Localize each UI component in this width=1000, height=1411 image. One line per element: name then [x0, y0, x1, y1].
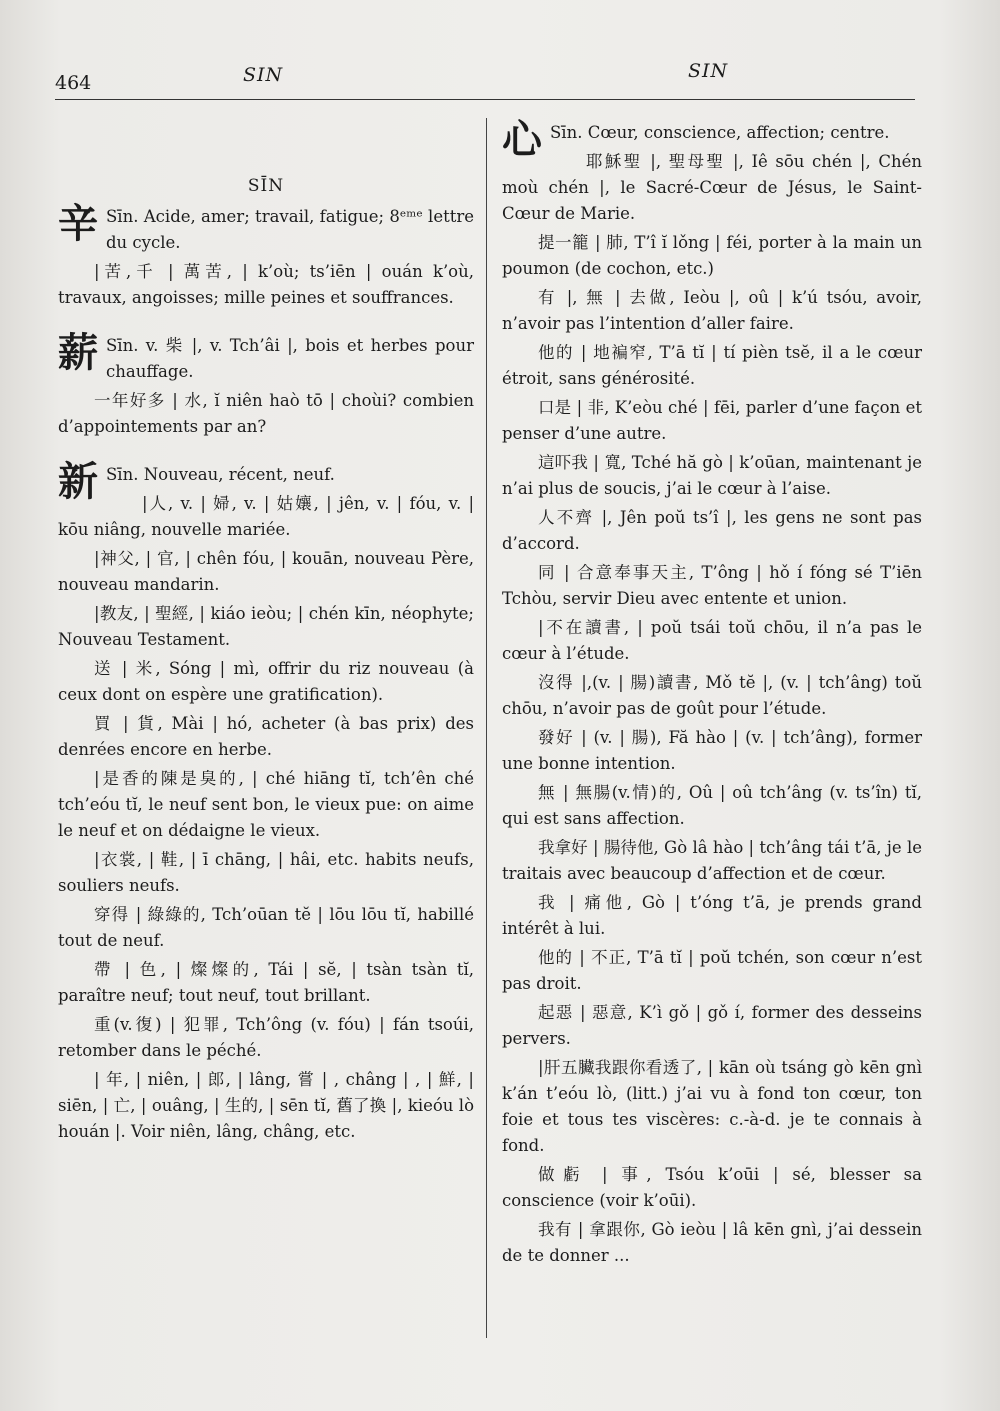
sub-entry: | 年, | niên, | 郎, | lâng, 嘗 | , châng | , | 鮮, | siēn, | 亡, | ouâng, | 生的, | sēn tĭ, 舊了換 |, kieóu lò houán |. Voir niên, lâng, châng, etc.: [58, 1070, 474, 1141]
entry-xin-new: [58, 459, 474, 1145]
entry-definition: Sīn. v. 柴 |, v. Tch’âi |, bois et herbes pour chauffage.: [106, 336, 474, 381]
sub-entry: 重(v.復) | 犯罪, Tch’ông (v. fóu) | fán tsoúi, retomber dans le péché.: [58, 1015, 474, 1060]
page-number: 464: [55, 72, 92, 94]
headword: 薪: [58, 330, 98, 376]
entry-xin-bitter: [58, 201, 474, 311]
sub-entry: 帶 | 色, | 燦燦的, Tái | sĕ, | tsàn tsàn tĭ, paraître neuf; tout neuf, tout brillant.: [58, 960, 474, 1005]
page-header: [55, 58, 915, 98]
sub-entry: 口是 | 非, K’eòu ché | fēi, parler d’une façon et penser d’une autre.: [502, 398, 922, 443]
sub-entry: 無 | 無腸(v.情)的, Oû | oû tch’âng (v. ts’în) tĭ, qui est sans affection.: [502, 783, 922, 828]
sub-entry: |衣裳, | 鞋, | ī chāng, | hâi, etc. habits neufs, souliers neufs.: [58, 850, 474, 895]
entry-definition: Sīn. Acide, amer; travail, fatigue; 8ᵉᵐᵉ lettre du cycle.: [106, 207, 474, 252]
sub-entry: 這吓我 | 寬, Tché hă gò | k’oūan, maintenant je n’ai plus de soucis, j’ai le cœur à l’aise.: [502, 453, 922, 498]
entry-xin-heart: [502, 117, 922, 1269]
sub-entry: 耶穌聖 |, 聖母聖 |, Iê sōu chén |, Chén moù chén |, le Sacré-Cœur de Jésus, le Saint-Cœur de Marie.: [502, 152, 922, 223]
sub-entry: 我有 | 拿跟你, Gò ieòu | lâ kēn gnì, j’ai dessein de te donner ...: [502, 1220, 922, 1265]
sub-entry: 送 | 米, Sóng | mì, offrir du riz nouveau (à ceux dont on espère une gratification).: [58, 659, 474, 704]
sub-entry: |人, v. | 婦, v. | 姑孃, | jên, v. | fóu, v. | kōu niâng, nouvelle mariée.: [58, 494, 474, 539]
section-heading: SĪN: [247, 176, 285, 196]
sub-entry: 沒得 |,(v. | 腸)讀書, Mǒ tĕ |, (v. | tch’âng) toŭ chōu, n’avoir pas de goût pour l’étude.: [502, 673, 922, 718]
sub-entry: |教友, | 聖經, | kiáo ieòu; | chén kīn, néophyte; Nouveau Testament.: [58, 604, 474, 649]
running-head-left: SIN: [243, 64, 284, 86]
column-divider: [486, 118, 487, 1338]
show-through-right: [924, 110, 1000, 1330]
sub-entry: 提一籠 | 肺, T’î ĭ lǒng | féi, porter à la main un poumon (de cochon, etc.): [502, 233, 922, 278]
entry-definition: Sīn. Cœur, conscience, affection; centre.: [550, 123, 890, 142]
sub-entry: 我拿好 | 腸待他, Gò lâ hào | tch’âng tái t’ā, je le traitais avec beaucoup d’affection et de cœur.: [502, 838, 922, 883]
sub-entry: |是香的陳是臭的, | ché hiāng tĭ, tch’ên ché tch’eóu tĭ, le neuf sent bon, le vieux pue: on aime le neuf et on dédaigne le vieux.: [58, 769, 474, 840]
sub-entry: 買 | 貨, Mài | hó, acheter (à bas prix) des denrées encore en herbe.: [58, 714, 474, 759]
running-head-right: SIN: [688, 60, 729, 82]
sub-entry: 發好 | (v. | 腸), Fă hào | (v. | tch’âng), former une bonne intention.: [502, 728, 922, 773]
headword: 新: [58, 459, 98, 505]
left-column: [58, 120, 474, 1145]
sub-entry: 做虧 | 事, Tsóu k’oūi | sé, blesser sa conscience (voir k’oūi).: [502, 1165, 922, 1210]
sub-entry: |不在讀書, | poŭ tsái toŭ chōu, il n’a pas le cœur à l’étude.: [502, 618, 922, 663]
sub-entry: |苦,千 | 萬苦, | k’où; ts’iēn | ouán k’où, travaux, angoisses; mille peines et souffrances.: [58, 262, 474, 307]
sub-entry: 一年好多 | 水, ĭ niên haò tō | choùi? combien d’appointements par an?: [58, 391, 474, 436]
entry-definition: Sīn. Nouveau, récent, neuf.: [106, 465, 335, 484]
sub-entry: |肝五臟我跟你看透了, | kān où tsáng gò kēn gnì k’án t’eóu lò, (litt.) j’ai vu à fond ton cœur, ton foie et tous tes viscères: c.-à-d. je te connais à fond.: [502, 1058, 922, 1155]
sub-entry: 同 | 合意奉事天主, T’ông | hǒ í fóng sé T’iēn Tchòu, servir Dieu avec entente et union.: [502, 563, 922, 608]
sub-entry: 他的 | 地褊窄, T’ā tĭ | tí pièn tsĕ, il a le cœur étroit, sans générosité.: [502, 343, 922, 388]
headword: 心: [502, 117, 542, 163]
right-column: [502, 117, 922, 1269]
sub-entry: 穿得 | 綠綠的, Tch’oūan tĕ | lōu lōu tĭ, habillé tout de neuf.: [58, 905, 474, 950]
sub-entry: |神父, | 官, | chên fóu, | kouān, nouveau Père, nouveau mandarin.: [58, 549, 474, 594]
sub-entry: 起惡 | 惡意, K’ì gǒ | gǒ í, former des desseins pervers.: [502, 1003, 922, 1048]
sub-entry: 我 | 痛他, Gò | t’óng t’ā, je prends grand intérêt à lui.: [502, 893, 922, 938]
headword: 辛: [58, 201, 98, 247]
sub-entry: 人不齊 |, Jên poŭ ts’î |, les gens ne sont pas d’accord.: [502, 508, 922, 553]
header-rule: [55, 99, 915, 100]
sub-entry: 有 |, 無 | 去做, Ieòu |, oû | k’ú tsóu, avoir, n’avoir pas l’intention d’aller faire.: [502, 288, 922, 333]
sub-entry: 他的 | 不正, T’ā tĭ | poŭ tchén, son cœur n’est pas droit.: [502, 948, 922, 993]
entry-xin-firewood: [58, 330, 474, 440]
